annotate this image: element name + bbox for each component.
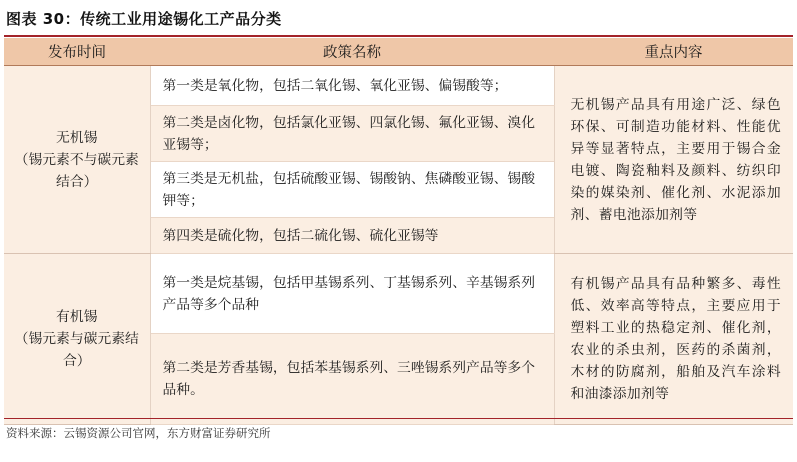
category-inorganic-tin bbox=[4, 66, 150, 254]
figure-title: 图表 30：传统工业用途锡化工产品分类 bbox=[6, 10, 282, 28]
table-row bbox=[4, 254, 793, 334]
source-note: 资料来源：云锡资源公司官网，东方财富证券研究所 bbox=[6, 426, 271, 440]
policy-item: 第一类是烷基锡，包括甲基锡系列、丁基锡系列、辛基锡系列产品等多个品种 bbox=[150, 254, 554, 334]
header-release-time: 发布时间 bbox=[4, 38, 150, 66]
table-row bbox=[4, 66, 793, 106]
classification-table bbox=[4, 38, 793, 425]
key-content-inorganic: 无机锡产品具有用途广泛、绿色环保、可制造功能材料、性能优异等显著特点，主要用于锡合金电镀、陶瓷釉料及颜料、纺织印染的媒染剂、催化剂、水泥添加剂、蓄电池添加剂等 bbox=[554, 66, 793, 254]
policy-item: 第四类是硫化物，包括二硫化锡、硫化亚锡等 bbox=[150, 218, 554, 254]
category-label: 有机锡 （锡元素与碳元素结合） bbox=[14, 309, 139, 369]
title-divider bbox=[4, 35, 793, 37]
source-divider bbox=[4, 418, 793, 419]
policy-item: 第三类是无机盐，包括硫酸亚锡、锡酸钠、焦磷酸亚锡、锡酸钾等； bbox=[150, 162, 554, 218]
header-policy-name: 政策名称 bbox=[150, 38, 554, 66]
header-key-content: 重点内容 bbox=[554, 38, 793, 66]
policy-item: 第二类是卤化物，包括氯化亚锡、四氯化锡、氟化亚锡、溴化亚锡等； bbox=[150, 106, 554, 162]
policy-item: 第二类是芳香基锡，包括苯基锡系列、三唑锡系列产品等多个品种。 bbox=[150, 334, 554, 425]
category-organic-tin bbox=[4, 254, 150, 425]
category-label: 无机锡 （锡元素不与碳元素结合） bbox=[14, 129, 139, 190]
table-header-row bbox=[4, 38, 793, 66]
policy-item: 第一类是氧化物，包括二氧化锡、氧化亚锡、偏锡酸等； bbox=[150, 66, 554, 106]
key-content-organic: 有机锡产品具有品种繁多、毒性低、效率高等特点，主要应用于塑料工业的热稳定剂、催化剂，农业的杀虫剂，医药的杀菌剂，木材的防腐剂，船舶及汽车涂料和油漆添加剂等 bbox=[554, 254, 793, 425]
